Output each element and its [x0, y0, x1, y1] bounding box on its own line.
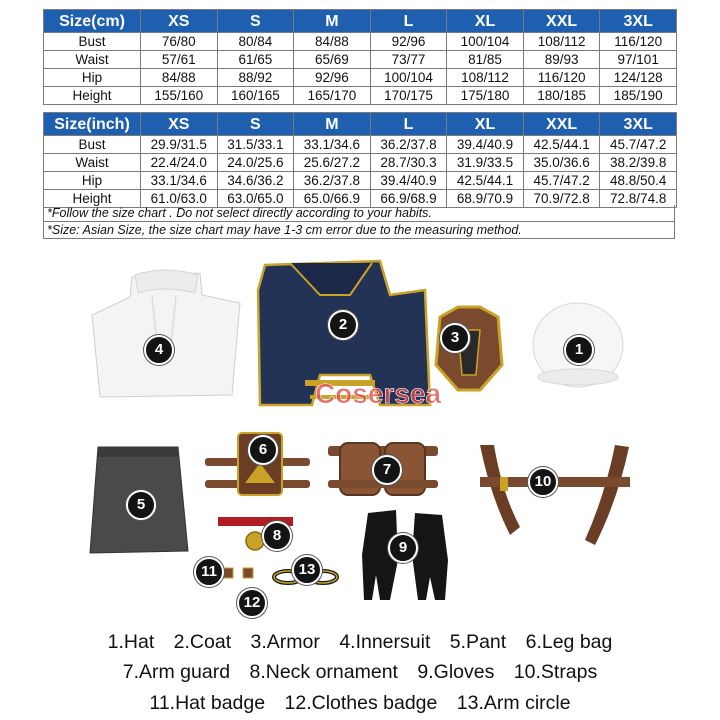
- cm-header-cell: XS: [141, 10, 218, 33]
- table-cell: 175/180: [447, 87, 524, 105]
- table-cell: 97/101: [600, 51, 677, 69]
- table-cell: 84/88: [141, 69, 218, 87]
- table-row: [44, 69, 677, 87]
- table-cell: 48.8/50.4: [600, 172, 677, 190]
- inch-header-cell: L: [370, 113, 447, 136]
- table-cell: 165/170: [294, 87, 371, 105]
- table-cell: 29.9/31.5: [141, 136, 218, 154]
- inch-header-cell: M: [294, 113, 371, 136]
- part-badge-13: 13: [292, 555, 322, 585]
- table-cell: 36.2/37.8: [294, 172, 371, 190]
- part-badge-8: 8: [262, 521, 292, 551]
- table-cell: 170/175: [370, 87, 447, 105]
- row-label: Hip: [44, 69, 141, 87]
- table-row: [44, 172, 677, 190]
- cm-header-cell: 3XL: [600, 10, 677, 33]
- table-cell: 100/104: [447, 33, 524, 51]
- legend-item: 8.Neck ornament: [249, 661, 398, 683]
- legend-item: 5.Pant: [449, 631, 507, 653]
- legend-item: 4.Innersuit: [339, 631, 431, 653]
- legend-item: 13.Arm circle: [456, 692, 571, 714]
- table-cell: 180/185: [523, 87, 600, 105]
- table-cell: 39.4/40.9: [447, 136, 524, 154]
- legend-item: 2.Coat: [173, 631, 232, 653]
- table-cell: 61.0/63.0: [141, 190, 218, 208]
- table-cell: 39.4/40.9: [370, 172, 447, 190]
- row-label: Bust: [44, 136, 141, 154]
- table-cell: 108/112: [447, 69, 524, 87]
- part-badge-3: 3: [440, 323, 470, 353]
- row-label: Waist: [44, 154, 141, 172]
- table-cell: 160/165: [217, 87, 294, 105]
- table-cell: 25.6/27.2: [294, 154, 371, 172]
- table-cell: 88/92: [217, 69, 294, 87]
- part-badge-1: 1: [564, 335, 594, 365]
- table-cell: 61/65: [217, 51, 294, 69]
- inch-header-cell: Size(inch): [44, 113, 141, 136]
- table-cell: 92/96: [294, 69, 371, 87]
- inch-header-cell: XS: [141, 113, 218, 136]
- table-cell: 42.5/44.1: [523, 136, 600, 154]
- table-cell: 84/88: [294, 33, 371, 51]
- table-cell: 38.2/39.8: [600, 154, 677, 172]
- inch-header-cell: S: [217, 113, 294, 136]
- cm-header-cell: S: [217, 10, 294, 33]
- table-cell: 36.2/37.8: [370, 136, 447, 154]
- table-cell: 73/77: [370, 51, 447, 69]
- table-cell: 33.1/34.6: [294, 136, 371, 154]
- table-cell: 22.4/24.0: [141, 154, 218, 172]
- table-cell: 65.0/66.9: [294, 190, 371, 208]
- row-label: Bust: [44, 33, 141, 51]
- inch-header-cell: XXL: [523, 113, 600, 136]
- part-badge-11: 11: [194, 557, 224, 587]
- table-cell: 35.0/36.6: [523, 154, 600, 172]
- table-cell: 81/85: [447, 51, 524, 69]
- table-cell: 28.7/30.3: [370, 154, 447, 172]
- size-note: *Follow the size chart . Do not select directly according to your habits.: [43, 205, 675, 222]
- badges-illustration: [223, 568, 253, 578]
- table-cell: 70.9/72.8: [523, 190, 600, 208]
- cm-header-row: [44, 10, 677, 33]
- table-cell: 31.5/33.1: [217, 136, 294, 154]
- watermark-text: Cosersea: [314, 378, 442, 409]
- table-cell: 92/96: [370, 33, 447, 51]
- row-label: Waist: [44, 51, 141, 69]
- table-cell: 31.9/33.5: [447, 154, 524, 172]
- table-cell: 155/160: [141, 87, 218, 105]
- table-cell: 72.8/74.8: [600, 190, 677, 208]
- table-cell: 66.9/68.9: [370, 190, 447, 208]
- table-row: [44, 51, 677, 69]
- table-cell: 45.7/47.2: [600, 136, 677, 154]
- part-badge-7: 7: [372, 455, 402, 485]
- row-label: Hip: [44, 172, 141, 190]
- costume-parts-illustration: [80, 255, 660, 615]
- cm-header-cell: XXL: [523, 10, 600, 33]
- table-cell: 68.9/70.9: [447, 190, 524, 208]
- table-cell: 124/128: [600, 69, 677, 87]
- parts-legend-line-1: [0, 627, 720, 657]
- table-cell: 42.5/44.1: [447, 172, 524, 190]
- part-badge-10: 10: [528, 467, 558, 497]
- row-label: Height: [44, 190, 141, 208]
- legend-item: 6.Leg bag: [525, 631, 613, 653]
- part-badge-4: 4: [144, 335, 174, 365]
- table-cell: 34.6/36.2: [217, 172, 294, 190]
- cm-header-cell: L: [370, 10, 447, 33]
- table-cell: 57/61: [141, 51, 218, 69]
- part-badge-12: 12: [237, 588, 267, 618]
- table-cell: 45.7/47.2: [523, 172, 600, 190]
- size-chart-cm: [43, 9, 677, 105]
- table-cell: 63.0/65.0: [217, 190, 294, 208]
- table-cell: 76/80: [141, 33, 218, 51]
- legend-item: 7.Arm guard: [122, 661, 231, 683]
- table-cell: 80/84: [217, 33, 294, 51]
- legend-item: 1.Hat: [107, 631, 155, 653]
- cm-header-cell: Size(cm): [44, 10, 141, 33]
- table-cell: 65/69: [294, 51, 371, 69]
- table-cell: 100/104: [370, 69, 447, 87]
- legend-item: 10.Straps: [513, 661, 598, 683]
- table-cell: 116/120: [523, 69, 600, 87]
- inch-header-cell: 3XL: [600, 113, 677, 136]
- table-row: [44, 154, 677, 172]
- table-cell: 185/190: [600, 87, 677, 105]
- parts-legend-line-3: [0, 688, 720, 718]
- legend-item: 12.Clothes badge: [284, 692, 438, 714]
- inch-header-cell: XL: [447, 113, 524, 136]
- table-row: [44, 87, 677, 105]
- size-chart-inch: [43, 112, 677, 208]
- legend-item: 3.Armor: [250, 631, 320, 653]
- inch-header-row: [44, 113, 677, 136]
- table-cell: 89/93: [523, 51, 600, 69]
- table-row: [44, 136, 677, 154]
- part-badge-2: 2: [328, 310, 358, 340]
- costume-parts-svg: [80, 255, 660, 615]
- row-label: Height: [44, 87, 141, 105]
- table-row: [44, 33, 677, 51]
- cm-header-cell: M: [294, 10, 371, 33]
- legend-item: 11.Hat badge: [149, 692, 266, 714]
- part-badge-6: 6: [248, 435, 278, 465]
- legend-item: 9.Gloves: [417, 661, 495, 683]
- part-badge-9: 9: [388, 533, 418, 563]
- straps-illustration: [480, 445, 630, 545]
- table-cell: 116/120: [600, 33, 677, 51]
- cm-header-cell: XL: [447, 10, 524, 33]
- table-cell: 33.1/34.6: [141, 172, 218, 190]
- part-badge-5: 5: [126, 490, 156, 520]
- size-note: *Size: Asian Size, the size chart may have 1-3 cm error due to the measuring method.: [43, 222, 675, 239]
- table-cell: 24.0/25.6: [217, 154, 294, 172]
- innersuit-illustration: [92, 270, 240, 397]
- table-cell: 108/112: [523, 33, 600, 51]
- parts-legend-line-2: [0, 657, 720, 687]
